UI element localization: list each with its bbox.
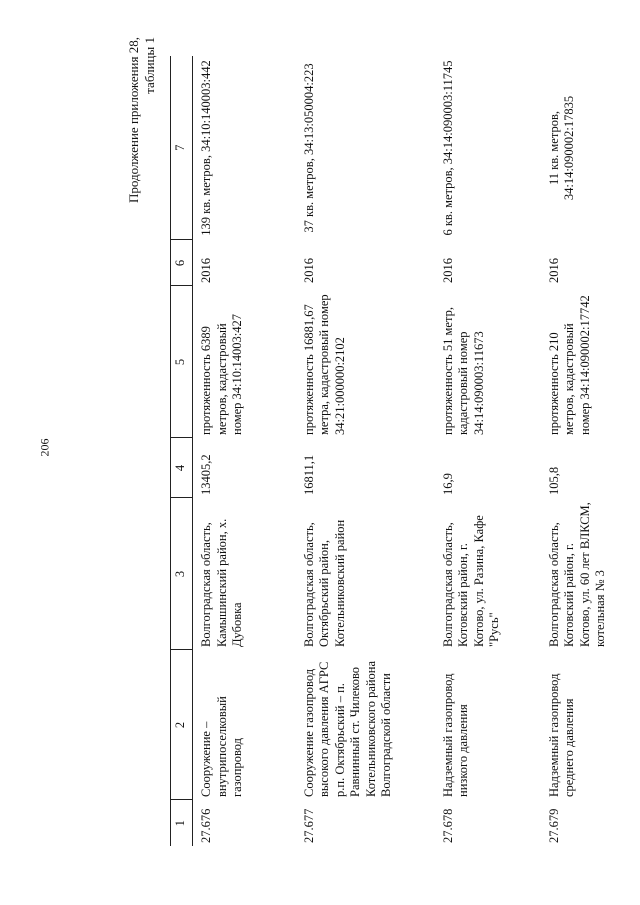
- object-name: Сооружение газопровод высокого давления АГРС р.п. Октябрьский – п. Равнинный ст. Чилеково Котельниковского района Волгоградской области: [301, 660, 393, 797]
- table-row: [541, 56, 640, 846]
- column-header-2: 2: [171, 650, 193, 800]
- object-name: Надземный газопровод низкого давления: [440, 673, 470, 797]
- object-year: 2016: [440, 258, 455, 283]
- land-plot: 6 кв. метров, 34:14:090003:11745: [440, 60, 455, 236]
- column-header-3: 3: [171, 498, 193, 650]
- object-address: Волгоградская область, Котовский район, г. Котово, ул. Разина, Кафе "Русь": [440, 515, 501, 647]
- object-year: 2016: [301, 258, 316, 283]
- page-number: 206: [37, 438, 52, 457]
- row-number: 27.677: [301, 808, 316, 843]
- table-header-row: [171, 56, 193, 846]
- object-year: 2016: [199, 258, 213, 283]
- column-header-1: 1: [171, 800, 193, 846]
- row-number: 27.679: [546, 808, 561, 843]
- object-name: Сооружение – внутрипоселковый газопровод: [199, 696, 244, 797]
- rotated-page: [108, 0, 640, 905]
- column-header-6: 6: [171, 240, 193, 286]
- object-value: 16811,1: [301, 454, 316, 495]
- object-year: 2016: [546, 258, 561, 283]
- row-number: 27.676: [199, 808, 213, 843]
- object-address: Волгоградская область, Октябрьский район, Котельниковский район: [301, 519, 347, 647]
- property-table: [170, 56, 640, 846]
- table-row: [193, 56, 296, 846]
- land-plot: 37 кв. метров, 34:13:050004:223: [301, 63, 316, 233]
- object-description: протяженность 6389 метров, кадастровый номер 34:10:14003:427: [199, 314, 244, 435]
- land-plot: 11 кв. метров, 34:14:090002:17835: [546, 95, 576, 201]
- object-address: Волгоградская область, Котовский район, г. Котово, ул. 60 лет ВЛКСМ, котельная № 3: [546, 502, 607, 647]
- column-header-4: 4: [171, 438, 193, 498]
- table-row: [296, 56, 435, 846]
- object-name: Надземный газопровод среднего давления: [546, 673, 576, 797]
- object-value: 16,9: [440, 473, 455, 495]
- object-description: протяженность 51 метр, кадастровый номер 34:14:090003:11673: [440, 307, 486, 435]
- object-value: 105,8: [546, 466, 561, 495]
- object-value: 13405,2: [199, 454, 213, 495]
- document-stage: [108, 0, 640, 905]
- appendix-note-line-1: Продолжение приложения 28,: [126, 37, 141, 204]
- row-number: 27.678: [440, 808, 455, 843]
- column-header-5: 5: [171, 286, 193, 438]
- object-address: Волгоградская область, Камышинский район, х. Дубовка: [199, 518, 244, 647]
- object-description: протяженность 16881,67 метра, кадастровый номер 34:21:000000:2102: [301, 294, 347, 435]
- column-header-7: 7: [171, 56, 193, 240]
- appendix-continuation-note: [126, 37, 158, 203]
- appendix-note-line-2: таблицы 1: [142, 37, 157, 94]
- land-plot: 139 кв. метров, 34:10:140003:442: [199, 60, 213, 236]
- object-description: протяженность 210 метров, кадастровый номер 34:14:090002:17742: [546, 295, 592, 435]
- table-row: [435, 56, 541, 846]
